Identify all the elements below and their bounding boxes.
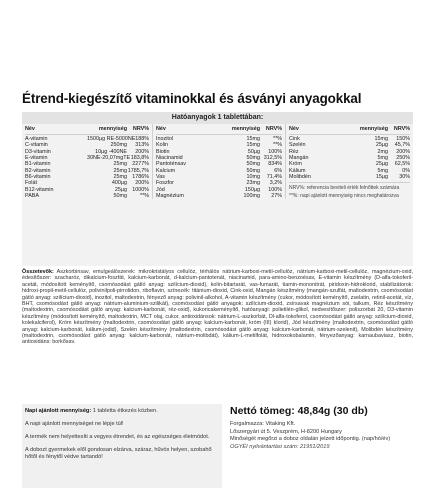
nutrient-name: Cink [289, 136, 300, 142]
nutrient-name: Vas [156, 174, 165, 181]
column-header-amount: mennyiség [98, 126, 127, 132]
nutrient-name: PABA [25, 193, 39, 200]
nutrient-name: B12-vitamin [25, 186, 54, 193]
column-header-row [289, 124, 410, 135]
nutrient-nrv: 100% [268, 186, 282, 193]
nutrient-amount: 5mg [377, 167, 388, 174]
column-header-row [156, 124, 282, 135]
nutrient-name: Molibdén [289, 174, 311, 181]
shelf-life: Minőségét megőrzi a doboz oldalán jelzett időpontig. (nap/hó/év) [230, 436, 391, 443]
column-header-name: Név [25, 126, 35, 132]
nutrient-nrv: 1785,7% [127, 167, 149, 174]
net-weight: Nettó tömeg: 48,84g (30 db) [230, 405, 368, 417]
table-grid [22, 124, 413, 199]
rows-col2 [156, 136, 282, 199]
unspecified-note: **%: napi ajánlott mennyiség nincs meghatározva [289, 193, 399, 200]
rows-col3 [289, 136, 410, 180]
daily-dose [25, 408, 219, 415]
nrv-note: NRV%: referencia beviteli érték felnőttek számára [289, 182, 410, 191]
nutrient-name: Inozitol [156, 136, 174, 142]
column-header-name: Név [289, 126, 299, 132]
nutrient-nrv: **% [273, 136, 282, 142]
nutrient-name: Kolin [156, 142, 168, 149]
nutrient-amount: 25µg [114, 186, 127, 193]
nutrient-name: B1-vitamin [25, 161, 51, 168]
nutrient-nrv: 45,7% [394, 142, 410, 149]
nutrient-amount: 25mg [113, 161, 127, 168]
distributor: Forgalmazza: Vitaking Kft. [230, 421, 296, 427]
nutrient-amount: 250mg [110, 142, 127, 149]
rows-col1 [25, 136, 149, 199]
nutrient-name: Kalcium [156, 167, 176, 174]
nutrient-nrv: 71,4% [266, 174, 282, 181]
nutrient-nrv: 62,5% [394, 161, 410, 168]
nutrient-amount: 15mg [246, 142, 260, 149]
nutrient-nrv: 313% [135, 142, 149, 149]
column-header-amount: mennyiség [359, 126, 388, 132]
nutrient-name: C-vitamin [25, 142, 48, 149]
nutrient-nrv: 1000% [132, 186, 149, 193]
nutrient-nrv: 2277% [132, 161, 149, 168]
table-column-2 [152, 124, 285, 199]
storage-instruction: A dobozt gyermekek elől gondosan elzárva, száraz, hűvös helyen, szobahő hőtől és fénytől védve tartandó! [25, 447, 212, 460]
ingredients-label: Összetevők: [22, 269, 54, 275]
nutrient-name: D3-vitamin [25, 148, 51, 155]
nutrient-amount: 100mg [243, 193, 260, 200]
nutrient-amount: 50µg [247, 148, 260, 155]
nutrient-amount: 15mg [246, 136, 260, 142]
nutrient-nrv: 834% [268, 161, 282, 168]
nutrient-amount: 50mg [246, 155, 260, 162]
product-info [230, 405, 415, 451]
nutrient-name: Biotin [156, 148, 170, 155]
daily-dose-text: 1 tabletta étkezés közben. [91, 408, 158, 414]
nutrient-amount: 15mg [374, 136, 388, 142]
nutrient-nrv: 250% [396, 155, 410, 162]
nutrient-name: A-vitamin [25, 136, 48, 142]
nutrient-name: Szelén [289, 142, 306, 149]
table-header: Hatóanyagok 1 tablettában: [22, 112, 413, 124]
nutrient-name: Mangán [289, 155, 309, 162]
nutrient-nrv: 150% [396, 136, 410, 142]
nutrient-amount: 10µg -400NE [95, 148, 127, 155]
nutrient-nrv: 200% [135, 148, 149, 155]
column-header-row [25, 124, 149, 135]
nutrient-nrv: 183,8% [130, 155, 149, 162]
daily-dose-label: Napi ajánlott mennyiség: [25, 408, 92, 414]
diet-warning: A termék nem helyettesíti a vegyes étrendet, és az egészséges életmódot. [25, 434, 210, 440]
column-header-nrv: NRV% [132, 126, 149, 132]
nutrient-name: Pantoténsav [156, 161, 186, 168]
nutrient-nrv: 27% [271, 193, 282, 200]
nutrient-amount: 50mg [113, 193, 127, 200]
nutrient-nrv: **% [140, 193, 149, 200]
table-row [25, 193, 149, 199]
column-header-name: Név [156, 126, 166, 132]
nutrient-amount: 25mg [113, 174, 127, 181]
table-row [156, 193, 282, 199]
nutrient-name: Kálium [289, 167, 306, 174]
ingredients-list: Aszkorbinsav, emulgeálószerek: mikrokristályos cellulóz, térhálós nátrium-karboxi-metil-cellulóz, nátrium-karboxi-metil-cellulóz, magnézium-oxid, édesítőszer: szacharóz, dikalcium-foszfát, kalcium-karbonát, d-kalcium-pantotenát, niacinamid, para-amino-benzoésav, E-vitamin készítmény (D-alfa-tokoferil-acetát, módosított keményítő, csomósodást gátló anyag: szilícium-dioxid), kolin-bitartarát, vas-fumarát, tiamin-mononitrát, piridoxin-hidroklorid, stabilizátorok: hidroxi-propil-metil-cellulóz, polivinilpoli-pirrolidon, riboflavin, színezék: titánium-dioxid, Cink-oxid, Mangán készítmény (mangán-szulfát, maltodextrin, csomósodást gátló anyag: szilícium-dioxid), inozitol, maltodextrin, fényező anyag: polivinil-alkohol, A-vitamin készítmény (cukor, módosított keményítő, zselatin, retinil-acetát, víz, BHT, csomósodást gátló anyag: nátrium-aluminium-szilikát), csomósodást gátló anyagok: szilícium-dioxid, zsírsavak magnézium sói, talkum, Réz készítmény (maltodextrin, csomósodást gátló anyag: kalcium-karbonát, réz-oxid), kukoricakeményítő, hatóanyagi: polietilén-glikol, nedvesítőszer: poliszorbát 20, D3-vitamin készítmény (módosított keményítő, maltodextrin, MCT olaj, cukor, antioxidánsok: nátrium-L-aszkorbát, Dl-alfa-tokoferol, csomósodást gátló anyag: szilícium-dioxid, kolekalciferol), Króm készítmény (maltodextrin, csomósodást gátló anyag: kalcium-karbonát, króm (III) klorid), Jód készítmény (maltodextrin, csomósodást gátló anyag: kalcium-karbonát, kálium-jodid), Szelén készítmény (maltodextrin, csomósodást gátló anyag: kalcium-karbonát, nátrium-szelenit), Molibdén készítmény (maltodextrin, csomósodást gátló anyag: kalcium-karbonát, nátrium-molibdát), kálium-L-metilfolát, hidroxokobalamin, fényezőanyag: karnaubaviasz, biotin, antioxidáns: borkősav. [22, 269, 413, 346]
usage-box [22, 404, 222, 488]
nutrient-amount: 25mg [113, 167, 127, 174]
nutrient-name: E-vitamin [25, 155, 48, 162]
table-column-1 [22, 124, 152, 199]
column-header-amount: mennyiség [231, 126, 260, 132]
nutrient-name: Foszfor [156, 180, 174, 187]
dose-warning: A napi ajánlott mennyiséget ne lépje túl! [25, 421, 124, 427]
nutrient-amount: 23mg [246, 180, 260, 187]
nutrient-amount: 25µg [375, 161, 388, 168]
nutrient-name: Magnézium [156, 193, 184, 200]
nutrient-name: Réz [289, 148, 299, 155]
table-column-3 [285, 124, 413, 199]
nutrient-amount: 25µg [375, 142, 388, 149]
nutrient-nrv: 200% [396, 148, 410, 155]
nutrient-amount: 50mg [246, 167, 260, 174]
nutrient-nrv: 100% [268, 148, 282, 155]
nutrient-nrv: 30% [399, 174, 410, 181]
column-header-nrv: NRV% [265, 126, 282, 132]
product-title: Étrend-kiegészítő vitaminokkal és ásványi anyagokkal [22, 91, 362, 106]
nutrient-amount: 400µg [111, 180, 127, 187]
nutrient-amount: 150µg [244, 186, 260, 193]
nutrient-amount: 1500µg RE-5000NE [87, 136, 136, 142]
nutrient-amount: 30NE-20,07mgTE [87, 155, 131, 162]
nutrient-nrv: 188% [135, 136, 149, 142]
address: Lőszergyári út 5. Veszprém, H-8200 Hungary [230, 428, 342, 435]
nutrient-amount: 2mg [377, 148, 388, 155]
nutrient-name: Niacinamid [156, 155, 183, 162]
nutrient-name: Folát [25, 180, 37, 187]
nutrient-name: Jód [156, 186, 165, 193]
nutrient-name: Króm [289, 161, 302, 168]
nutrient-nrv: 3,2% [269, 180, 282, 187]
nutrient-name: B2-vitamin [25, 167, 51, 174]
nutrient-amount: 15µg [375, 174, 388, 181]
ingredients-text [22, 269, 413, 346]
column-header-nrv: NRV% [393, 126, 410, 132]
nutrient-nrv: 0% [402, 167, 410, 174]
nutrient-nrv: 1786% [132, 174, 149, 181]
nutrient-amount: 5mg [377, 155, 388, 162]
nutrient-nrv: 312,5% [263, 155, 282, 162]
nutrient-amount: 10mg [246, 174, 260, 181]
nutrient-amount: 50mg [246, 161, 260, 168]
registration-number: OGYÉI nyilvántartási szám: 21951/2019 [230, 443, 330, 450]
table-row [289, 174, 410, 180]
nutrient-name: B6-vitamin [25, 174, 51, 181]
nutrition-table [22, 112, 413, 266]
nutrient-nrv: 6% [274, 167, 282, 174]
nutrient-nrv: **% [273, 142, 282, 149]
nutrient-nrv: 200% [135, 180, 149, 187]
